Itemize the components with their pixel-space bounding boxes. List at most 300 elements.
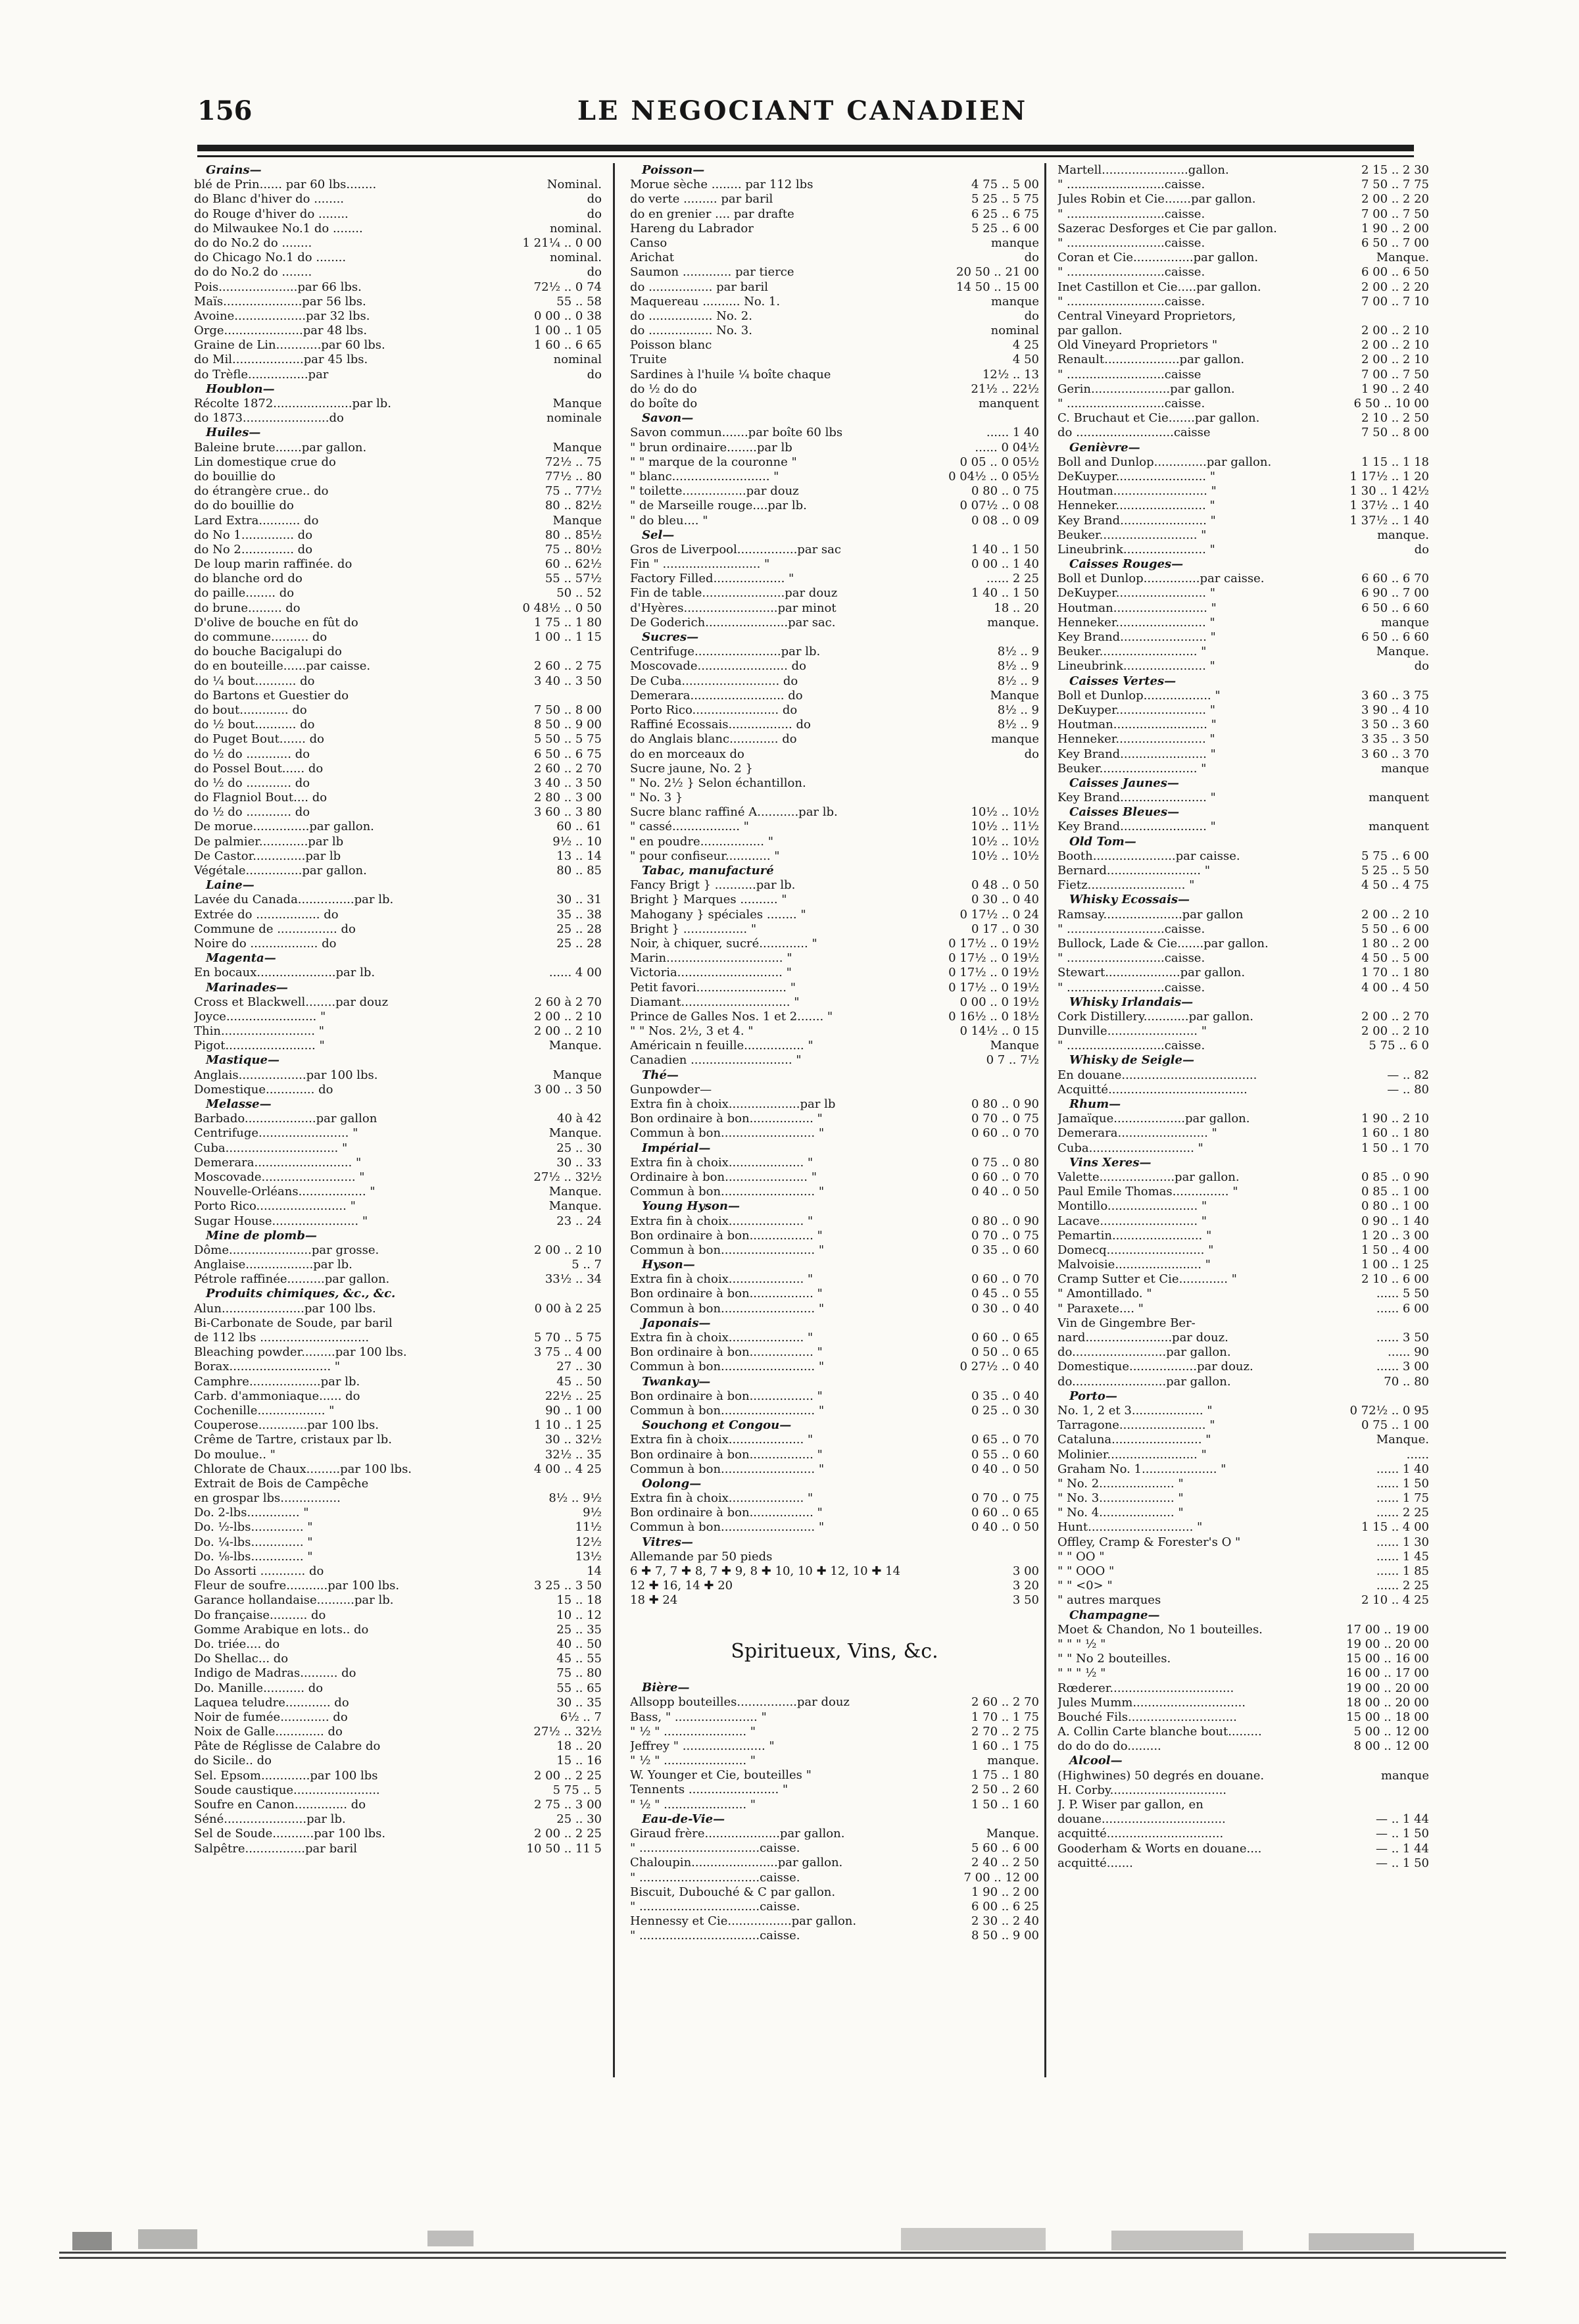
- item-price: 8½ .. 9: [997, 659, 1039, 674]
- item-price: 10½ .. 10½: [971, 834, 1039, 849]
- item-label: J. P. Wiser par gallon, en: [1057, 1798, 1203, 1812]
- item-price: 8½ .. 9: [997, 674, 1039, 688]
- item-label: DeKuyper........................ ": [1057, 469, 1216, 483]
- item-label: En douane....................................: [1057, 1068, 1257, 1082]
- item-price: 25 .. 30: [556, 1812, 602, 1827]
- item-price: 0 00 .. 0 19½: [960, 995, 1039, 1009]
- price-line: [1057, 397, 1429, 411]
- section-heading: [1057, 893, 1429, 907]
- item-label: Anglaise..................par lb.: [194, 1258, 352, 1272]
- item-price: ...... 1 45: [1376, 1549, 1429, 1564]
- item-price: 2 75 .. 3 00: [533, 1798, 602, 1812]
- heading-text: Whisky Ecossais—: [1069, 893, 1190, 907]
- section-heading: [1057, 1053, 1429, 1068]
- item-label: " ................................caisse.: [630, 1841, 800, 1856]
- price-line: [1057, 1681, 1429, 1696]
- item-label: Avoine...................par 32 lbs.: [194, 309, 370, 323]
- section-heading: [630, 1316, 1039, 1331]
- item-price: 16 00 .. 17 00: [1346, 1666, 1429, 1681]
- price-line: [194, 1360, 602, 1374]
- item-label: DeKuyper........................ ": [1057, 703, 1216, 717]
- price-line: [1057, 338, 1429, 353]
- item-price: ...... 90: [1388, 1345, 1429, 1360]
- price-line: [630, 1520, 1039, 1535]
- item-label: Bright } ................. ": [630, 922, 757, 936]
- item-price: 0 45 .. 0 55: [971, 1287, 1039, 1301]
- price-line: [1057, 368, 1429, 382]
- item-label: " " No 2 bouteilles.: [1057, 1652, 1171, 1666]
- item-label: do Flagniol Bout.... do: [194, 791, 328, 805]
- price-line: [1057, 309, 1429, 324]
- item-price: 15 00 .. 16 00: [1346, 1652, 1429, 1666]
- item-label: Jeffrey " ...................... ": [630, 1739, 775, 1753]
- item-label: " ..........................caisse.: [1057, 922, 1205, 936]
- price-line: [630, 543, 1039, 557]
- item-label: Poisson blanc: [630, 338, 712, 353]
- price-line: [1057, 586, 1429, 601]
- price-line: [194, 470, 602, 484]
- section-heading: [194, 382, 602, 397]
- item-label: D'olive de bouche en fût do: [194, 615, 358, 630]
- price-line: [1057, 1564, 1429, 1579]
- item-price: ...... 1 50: [1376, 1476, 1429, 1491]
- item-label: Houtman......................... ": [1057, 601, 1217, 615]
- item-label: Malvoisie....................... ": [1057, 1258, 1211, 1272]
- price-line: [1057, 703, 1429, 718]
- item-price: 80 .. 82½: [545, 499, 602, 513]
- heading-text: Sel—: [642, 528, 675, 542]
- item-label: do Trèfle................par: [194, 367, 329, 382]
- item-label: do commune.......... do: [194, 630, 328, 644]
- price-line: [194, 1345, 602, 1360]
- price-line: [1057, 951, 1429, 966]
- price-line: [630, 1272, 1039, 1287]
- item-label: " toilette.................par douz: [630, 484, 799, 499]
- price-line: [1057, 1827, 1429, 1841]
- item-label: Extra fin à choix.................... ": [630, 1331, 814, 1345]
- price-line: [630, 1623, 1039, 1637]
- item-label: " ½ " ...................... ": [630, 1724, 756, 1739]
- item-price: 30 .. 33: [556, 1155, 602, 1170]
- price-line: [194, 295, 602, 309]
- price-line: [1057, 1550, 1429, 1564]
- item-price: 2 00 .. 2 20: [1361, 192, 1429, 207]
- price-line: [194, 689, 602, 703]
- item-label: Key Brand....................... ": [1057, 791, 1216, 805]
- item-price: 35 .. 38: [556, 907, 602, 922]
- item-price: Manque: [552, 1068, 602, 1082]
- item-price: 25 .. 30: [556, 1141, 602, 1155]
- price-line: [194, 732, 602, 747]
- item-price: Manque: [990, 1039, 1039, 1053]
- item-label: " pour confiseur............ ": [630, 849, 780, 863]
- item-label: do do No.2 do ........: [194, 265, 312, 280]
- item-label: Lineubrink...................... ": [1057, 659, 1215, 674]
- price-line: [194, 1039, 602, 1053]
- price-line: [630, 1871, 1039, 1885]
- item-label: do Anglais blanc............. do: [630, 732, 797, 747]
- item-label: Rœderer.................................: [1057, 1681, 1234, 1695]
- item-label: Petit favori........................ ": [630, 980, 796, 995]
- item-label: blé de Prin...... par 60 lbs........: [194, 178, 377, 192]
- item-label: H. Corby...............................: [1057, 1783, 1227, 1797]
- item-label: Bon ordinaire à bon................. ": [630, 1389, 823, 1403]
- item-price: 21½ .. 22½: [971, 382, 1039, 396]
- price-line: [630, 441, 1039, 455]
- price-line: [1057, 762, 1429, 776]
- item-price: — .. 1 44: [1376, 1841, 1429, 1856]
- item-label: Dôme......................par grosse.: [194, 1243, 379, 1257]
- item-price: 0 7 .. 7½: [986, 1053, 1039, 1068]
- price-line: [630, 1783, 1039, 1797]
- item-label: " " OO ": [1057, 1549, 1105, 1564]
- item-label: Américain n feuille................ ": [630, 1039, 814, 1053]
- price-line: [630, 951, 1039, 966]
- price-line: [194, 1375, 602, 1389]
- item-price: do: [587, 265, 602, 280]
- item-price: 2 60 .. 2 70: [533, 761, 602, 776]
- item-price: 2 00 .. 2 10: [1361, 353, 1429, 367]
- item-label: Thin......................... ": [194, 1024, 324, 1039]
- header-rule: [197, 145, 1414, 151]
- price-line: [630, 1243, 1039, 1258]
- price-column-3: [1057, 163, 1429, 2317]
- item-price: 2 40 .. 2 50: [971, 1856, 1039, 1870]
- price-line: [194, 1769, 602, 1783]
- item-label: Hunt............................ ": [1057, 1520, 1203, 1535]
- item-price: 55 .. 65: [556, 1681, 602, 1695]
- item-label: Soufre en Canon.............. do: [194, 1798, 366, 1812]
- item-label: Bi-Carbonate de Soude, par baril: [194, 1316, 393, 1330]
- price-line: [630, 1462, 1039, 1477]
- item-price: 12½ .. 13: [982, 367, 1039, 382]
- price-line: [630, 557, 1039, 572]
- item-label: Gunpowder—: [630, 1082, 712, 1097]
- section-heading: [194, 1097, 602, 1112]
- item-price: 7 00 .. 7 50: [1361, 207, 1429, 221]
- price-line: [194, 1243, 602, 1258]
- item-price: 6 50 .. 6 75: [533, 747, 602, 761]
- item-label: " ..........................caisse: [1057, 367, 1202, 382]
- item-label: " ½ " ...................... ": [630, 1797, 756, 1812]
- price-line: [194, 280, 602, 295]
- price-line: [194, 791, 602, 805]
- price-line: [1057, 572, 1429, 586]
- item-price: 18 .. 20: [994, 601, 1039, 615]
- item-price: ...... 1 30: [1376, 1535, 1429, 1549]
- item-label: Crême de Tartre, cristaux par lb.: [194, 1433, 392, 1447]
- item-label: Pemartin........................ ": [1057, 1228, 1212, 1243]
- item-price: 11½: [575, 1520, 602, 1535]
- item-label: " ..........................caisse.: [1057, 207, 1205, 221]
- price-line: [194, 484, 602, 499]
- item-price: 6 50 .. 10 00: [1353, 397, 1429, 410]
- price-line: [194, 1725, 602, 1739]
- item-price: 2 00 .. 2 10: [1361, 1024, 1429, 1039]
- price-line: [194, 966, 602, 980]
- item-price: ...... 1 40: [986, 426, 1039, 440]
- item-price: 1 90 .. 2 00: [1361, 221, 1429, 235]
- item-price: 0 70 .. 0 75: [971, 1491, 1039, 1506]
- item-label: De Cuba.......................... do: [630, 674, 798, 688]
- item-label: A. Collin Carte blanche bout.........: [1057, 1725, 1262, 1739]
- item-label: do.........................par gallon.: [1057, 1374, 1231, 1389]
- price-line: [194, 441, 602, 455]
- item-price: 5 75 .. 5: [552, 1783, 602, 1797]
- item-price: 2 15 .. 2 30: [1361, 163, 1429, 177]
- item-price: 5 75 .. 6 00: [1361, 849, 1429, 863]
- price-line: [194, 1302, 602, 1316]
- price-line: [194, 659, 602, 674]
- item-label: Noir, à chiquer, sucré............. ": [630, 936, 817, 951]
- item-label: Lineubrink...................... ": [1057, 542, 1215, 556]
- price-line: [194, 1389, 602, 1404]
- item-price: 6 90 .. 7 00: [1361, 586, 1429, 601]
- price-line: [630, 1593, 1039, 1608]
- item-price: 27½ .. 32½: [533, 1170, 602, 1184]
- item-price: 20 50 .. 21 00: [956, 265, 1039, 280]
- item-price: 0 40 .. 0 50: [971, 1185, 1039, 1199]
- price-line: [630, 1287, 1039, 1301]
- item-label: Commune de ................ do: [194, 922, 356, 936]
- item-label: Extra fin à choix.................... ": [630, 1491, 814, 1506]
- item-price: 5 25 .. 5 75: [971, 192, 1039, 207]
- item-price: 5 50 .. 5 75: [533, 732, 602, 747]
- price-line: [194, 207, 602, 222]
- section-heading: [1057, 995, 1429, 1010]
- item-price: 1 30 .. 1 42½: [1349, 484, 1429, 499]
- item-price: manque.: [987, 1754, 1039, 1768]
- price-line: [194, 557, 602, 572]
- section-heading: [194, 426, 602, 440]
- item-price: 5 25 .. 6 00: [971, 221, 1039, 235]
- price-line: [630, 251, 1039, 265]
- price-line: [194, 776, 602, 791]
- item-price: 0 00 .. 1 40: [971, 557, 1039, 572]
- price-line: [630, 1929, 1039, 1943]
- price-line: [630, 995, 1039, 1010]
- section-heading: [194, 981, 602, 995]
- item-price: 0 55 .. 0 60: [971, 1447, 1039, 1462]
- item-label: Noix de Galle............. do: [194, 1725, 343, 1739]
- item-label: Diamant............................. ": [630, 995, 800, 1009]
- item-price: 0 30 .. 0 40: [971, 893, 1039, 907]
- item-label: par gallon.: [1057, 324, 1123, 338]
- item-price: 0 17½ .. 0 24: [960, 907, 1039, 922]
- item-label: Garance hollandaise..........par lb.: [194, 1593, 394, 1608]
- item-price: 0 60 .. 0 70: [971, 1126, 1039, 1141]
- item-price: 0 60 .. 0 65: [971, 1506, 1039, 1520]
- price-line: [194, 820, 602, 834]
- item-label: Sugar House....................... ": [194, 1214, 368, 1228]
- item-label: " No. 3.................... ": [1057, 1491, 1184, 1506]
- item-price: ...... 1 40: [1376, 1462, 1429, 1476]
- item-label: Booth......................par caisse.: [1057, 849, 1240, 863]
- price-line: [1057, 1491, 1429, 1506]
- item-label: Commun à bon......................... ": [630, 1520, 825, 1535]
- heading-text: Twankay—: [642, 1374, 711, 1389]
- price-line: [630, 1331, 1039, 1345]
- item-label: " ..........................caisse.: [1057, 397, 1205, 410]
- item-label: Porto Rico........................ ": [194, 1199, 356, 1214]
- item-price: 10 50 .. 11 5: [526, 1841, 602, 1856]
- item-label: do do No.2 do ........: [194, 235, 312, 250]
- item-price: 60 .. 61: [556, 820, 602, 834]
- item-label: do ................. No. 2.: [630, 309, 752, 323]
- item-price: 27 .. 30: [556, 1360, 602, 1374]
- price-line: [194, 1827, 602, 1841]
- item-label: d'Hyères.........................par minot: [630, 601, 837, 615]
- item-price: 18 .. 20: [556, 1739, 602, 1754]
- heading-text: Produits chimiques, &c., &c.: [206, 1287, 396, 1301]
- item-price: 50 .. 52: [556, 586, 602, 601]
- item-label: do boîte do: [630, 397, 698, 410]
- item-label: Baleine brute.......par gallon.: [194, 440, 367, 455]
- price-line: [194, 1593, 602, 1608]
- heading-text: Thé—: [642, 1068, 679, 1082]
- price-line: [630, 1550, 1039, 1564]
- item-price: 6 00 .. 6 25: [971, 1899, 1039, 1914]
- price-line: [1057, 1593, 1429, 1608]
- price-line: [194, 1608, 602, 1623]
- section-heading: [194, 878, 602, 893]
- section-heading: [194, 1287, 602, 1301]
- price-line: [194, 616, 602, 630]
- price-line: [1057, 1316, 1429, 1331]
- price-line: [1057, 1812, 1429, 1827]
- item-price: 0 80 .. 0 90: [971, 1214, 1039, 1228]
- item-label: " ½ " ...................... ": [630, 1754, 756, 1768]
- item-label: Hareng du Labrador: [630, 221, 754, 235]
- price-line: [194, 1083, 602, 1097]
- item-price: nominal.: [549, 251, 602, 265]
- item-price: 1 10 .. 1 25: [533, 1418, 602, 1433]
- price-line: [194, 937, 602, 951]
- heading-text: Hyson—: [642, 1258, 695, 1272]
- item-label: Lavée du Canada...............par lb.: [194, 893, 394, 907]
- item-price: 1 60 .. 1 75: [971, 1739, 1039, 1753]
- price-line: [194, 1156, 602, 1170]
- item-label: do blanche ord do: [194, 572, 303, 586]
- item-label: Fleur de soufre...........par 100 lbs.: [194, 1579, 400, 1593]
- heading-text: Melasse—: [206, 1097, 272, 1111]
- item-label: " ..........................caisse.: [1057, 265, 1205, 280]
- section-heading: [630, 1199, 1039, 1214]
- section-heading: [1057, 776, 1429, 791]
- item-price: 2 00 .. 2 10: [1361, 324, 1429, 338]
- item-price: 4 50 .. 4 75: [1361, 878, 1429, 893]
- heading-text: Tabac, manufacturé: [642, 864, 774, 878]
- price-line: [630, 1841, 1039, 1856]
- item-label: do ½ bout........... do: [194, 718, 315, 732]
- item-label: Indigo de Madras.......... do: [194, 1666, 356, 1681]
- item-price: ...... 6 00: [1376, 1301, 1429, 1316]
- section-heading: [630, 1258, 1039, 1272]
- item-label: do ¼ bout........... do: [194, 674, 315, 688]
- item-price: 4 25: [1012, 338, 1039, 353]
- item-price: manque: [1380, 761, 1429, 776]
- item-label: do Mil...................par 45 lbs.: [194, 353, 368, 367]
- item-price: do: [1414, 542, 1429, 556]
- item-price: 3 75 .. 4 00: [533, 1345, 602, 1360]
- item-price: 0 70 .. 0 75: [971, 1228, 1039, 1243]
- item-label: do paille........ do: [194, 586, 295, 601]
- price-line: [1057, 222, 1429, 236]
- price-line: [1057, 236, 1429, 251]
- item-label: Morue sèche ........ par 112 lbs: [630, 178, 814, 192]
- item-price: 2 00 .. 2 25: [533, 1768, 602, 1783]
- item-price: 2 00 .. 2 25: [533, 1827, 602, 1841]
- item-label: Molinier........................ ": [1057, 1447, 1207, 1462]
- heading-text: Vitres—: [642, 1535, 693, 1549]
- price-line: [630, 645, 1039, 659]
- price-line: [630, 703, 1039, 718]
- section-heading: [630, 630, 1039, 645]
- price-line: [630, 499, 1039, 513]
- item-label: Gooderham & Worts en douane....: [1057, 1841, 1262, 1856]
- item-label: Do moulue.. ": [194, 1447, 276, 1462]
- item-label: acquitté...............................: [1057, 1827, 1224, 1841]
- item-label: Canso: [630, 235, 668, 250]
- item-price: 0 60 .. 0 65: [971, 1331, 1039, 1345]
- item-price: 33½ .. 34: [545, 1272, 602, 1287]
- price-line: [1057, 922, 1429, 937]
- price-line: [630, 674, 1039, 689]
- item-label: Bright } Marques .......... ": [630, 893, 787, 907]
- price-line: [194, 1214, 602, 1229]
- item-label: Mahogany } spéciales ........ ": [630, 907, 806, 922]
- price-line: [194, 353, 602, 367]
- item-label: Ordinaire à bon...................... ": [630, 1170, 817, 1184]
- price-line: [630, 324, 1039, 338]
- price-line: [630, 309, 1039, 324]
- heading-text: Champagne—: [1069, 1608, 1160, 1622]
- item-label: Cuba.............................. ": [194, 1141, 348, 1155]
- item-label: Jamaïque...................par gallon.: [1057, 1112, 1250, 1126]
- item-label: do bout............. do: [194, 703, 307, 717]
- price-line: [630, 878, 1039, 893]
- item-price: 2 60 à 2 70: [534, 995, 602, 1009]
- item-label: Saumon ............. par tierce: [630, 265, 794, 280]
- item-label: Gerin.....................par gallon.: [1057, 382, 1235, 396]
- price-line: [194, 309, 602, 324]
- section-heading: [630, 1477, 1039, 1491]
- price-line: [194, 1535, 602, 1550]
- heading-text: Sucres—: [642, 630, 699, 644]
- item-price: 0 27½ .. 0 40: [960, 1360, 1039, 1374]
- price-line: [194, 1798, 602, 1812]
- item-label: Bon ordinaire à bon................. ": [630, 1228, 823, 1243]
- price-line: [194, 222, 602, 236]
- section-heading: [630, 163, 1039, 178]
- price-line: [630, 937, 1039, 951]
- item-label: Allsopp bouteilles................par douz: [630, 1695, 850, 1710]
- price-line: [630, 353, 1039, 367]
- item-label: do do do do.........: [1057, 1739, 1161, 1754]
- item-price: 90 .. 1 00: [545, 1403, 602, 1418]
- item-price: 2 50 .. 2 60: [971, 1783, 1039, 1797]
- item-label: De Castor..............par lb: [194, 849, 341, 863]
- item-label: " No. 4.................... ": [1057, 1506, 1184, 1520]
- heading-text: Japonais—: [642, 1316, 711, 1330]
- item-label: Cork Distillery............par gallon.: [1057, 1009, 1253, 1024]
- item-label: De palmier.............par lb: [194, 834, 344, 849]
- item-label: do Sicile.. do: [194, 1754, 272, 1768]
- item-label: do Blanc d'hiver do ........: [194, 192, 345, 207]
- item-price: 1 90 .. 2 40: [1361, 382, 1429, 396]
- price-line: [630, 1666, 1039, 1681]
- page-header: [197, 89, 1407, 148]
